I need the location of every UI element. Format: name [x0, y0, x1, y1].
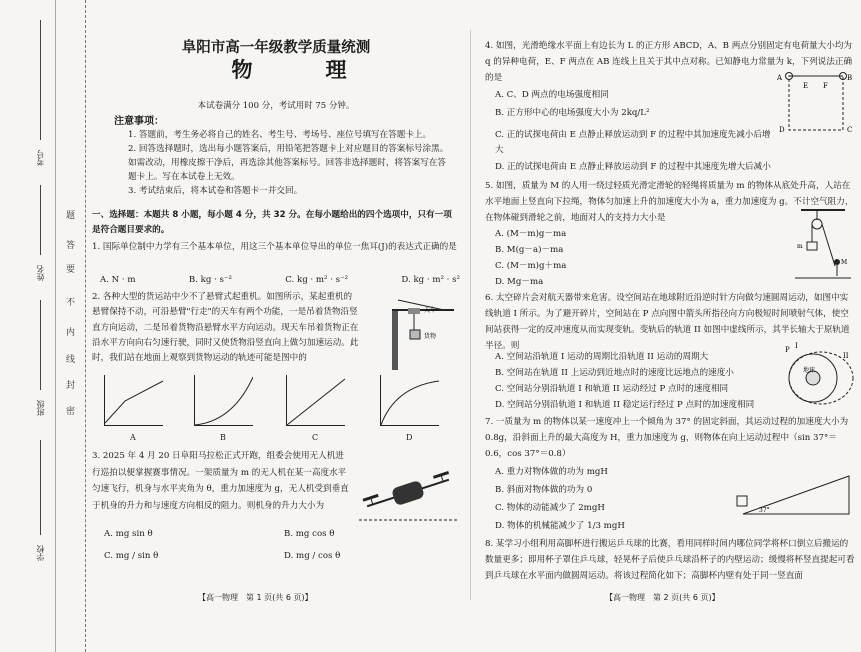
option-a[interactable]: A. (M－m)g－ma: [495, 229, 567, 239]
option-d[interactable]: D. 正的试探电荷由 E 点静止释放运动到 F 的过程中其速度先增大后减小: [495, 162, 771, 172]
footer-page-1: 【高一物理 第 1 页(共 6 页)】: [198, 593, 313, 602]
name-line: [40, 185, 41, 255]
question-1-stem: 1. 国际单位制中力学有三个基本单位，用这三个基本单位导出的单位一焦耳(J)的表达式正确的是: [92, 242, 457, 252]
question-3-stem: 3. 2025 年 4 月 20 日阜阳马拉松正式开跑，组委会使用无人机进行巡拍以便掌握赛事情况。一架质量为 m 的无人机在某一高度水平匀速飞行，机身与水平夹角为 θ，重力加速度为 g，无人机受到垂直于机身的升力和与速度方向相反的阻力。则机身的升力大小为: [92, 451, 349, 511]
option-a[interactable]: A. N · m: [100, 275, 136, 285]
graph-c-label: C: [312, 433, 319, 442]
crane-label: 天车: [424, 307, 437, 314]
option-a[interactable]: A. 重力对物体做的功为 mgH: [495, 467, 608, 477]
option-c[interactable]: C. mg / sin θ: [104, 551, 159, 561]
exam-info: 本试卷满分 100 分，考试用时 75 分钟。: [197, 101, 355, 111]
option-c[interactable]: C. (M－m)g＋ma: [495, 261, 567, 271]
earth-label: 地球: [803, 367, 816, 374]
exam-no-label: 考号: [36, 150, 45, 166]
option-d[interactable]: D. kg · m² · s²: [401, 275, 460, 285]
point-label: P: [785, 346, 790, 354]
option-d[interactable]: D. mg / cos θ: [284, 551, 341, 561]
option-b[interactable]: B. 正方形中心的电场强度大小为 2kq/L²: [495, 108, 650, 118]
class-line: [40, 300, 41, 390]
section-heading: 一、选择题：本题共 8 小题，每小题 4 分，共 32 分。在每小题给出的四个选项中，只有一项是符合题目要求的。: [92, 210, 452, 235]
seal-char: 封: [66, 381, 76, 391]
option-a[interactable]: A. mg sin θ: [104, 529, 153, 539]
seal-char: 线: [66, 355, 76, 365]
orbit-label: I: [795, 342, 798, 350]
notice-item: 2. 回答选择题时，选出每小题答案后，用铅笔把答题卡上对应题目的答案标号涂黑。如需改动，用橡皮擦干净后，再选涂其他答案标号。回答非选择题时，将答案写在答题卡上。写在本试卷上无效。: [128, 144, 449, 182]
mass-label: m: [797, 243, 803, 250]
seal-char: 题: [66, 211, 76, 221]
option-c[interactable]: C. 正的试探电荷由 E 点静止释放运动到 F 的过程中其加速度先减小后增大: [495, 130, 771, 155]
option-d[interactable]: D. Mg－ma: [495, 277, 544, 287]
option-b[interactable]: B. 空间站在轨道 II 上运动到近地点时的速度比远地点的速度小: [495, 368, 734, 378]
graph-b[interactable]: [194, 375, 253, 426]
option-c[interactable]: C. 空间站分别沿轨道 I 和轨道 II 运动经过 P 点时的速度相同: [495, 384, 729, 394]
binding-margin: [0, 0, 86, 652]
point-label: E: [803, 82, 809, 90]
subject-title: 物 理: [231, 58, 373, 82]
notice-heading: 注意事项：: [114, 116, 164, 127]
question-6-stem: 6. 太空碎片会对航天器带来危害。设空间站在地球附近沿逆时针方向做匀速圆周运动，如图中实线轨道 I 所示。为了避开碎片，空间站在 P 点向图中箭头所指径向方向极短时间喷射气体，使空间站获得一定的反冲速度从而实现变轨。变轨后的轨道 II 如图中虚线所示，其半长轴大于原轨道半径。则: [485, 293, 850, 351]
mass-label: M: [841, 259, 848, 266]
graph-c[interactable]: [286, 375, 345, 426]
drone-figure: [357, 462, 459, 524]
school-label: 学校: [36, 545, 45, 561]
crane-figure: [384, 290, 460, 370]
exam-title: 阜阳市高一年级教学质量统测: [181, 40, 371, 56]
point-label: C: [847, 126, 853, 134]
question-7-stem: 7. 一质量为 m 的物体以某一速度冲上一个倾角为 37° 的固定斜面，其运动过程的加速度大小为 0.8g，沿斜面上升的最大高度为 H，重力加速度为 g，则物体在向上运动过程中（sin 37°＝0.6，cos 37°＝0.8）: [485, 417, 849, 459]
point-label: F: [823, 82, 828, 90]
seal-char: 密: [66, 407, 76, 417]
notice-item: 3. 考试结束后，将本试卷和答题卡一并交回。: [128, 186, 303, 196]
orbit-label: II: [843, 352, 849, 360]
point-label: B: [847, 74, 853, 82]
option-c[interactable]: C. 物体的动能减少了 2mgH: [495, 503, 605, 513]
square-figure: [777, 66, 855, 136]
binding-rule: [55, 0, 56, 652]
name-label: 姓名: [36, 265, 45, 281]
graph-a[interactable]: [104, 375, 163, 426]
seal-char: 内: [66, 328, 76, 338]
point-label: D: [779, 126, 785, 134]
incline-figure: [735, 472, 853, 518]
option-d[interactable]: D. 物体的机械能减少了 1/3 mgH: [495, 521, 625, 531]
option-b[interactable]: B. kg · s⁻²: [188, 275, 232, 285]
option-d[interactable]: D. 空间站分别沿轨道 I 和轨道 II 稳定运行经过 P 点时的加速度相同: [495, 400, 755, 410]
option-a[interactable]: A. C、D 两点的电场强度相同: [495, 90, 609, 100]
class-label: 班级: [36, 400, 45, 416]
graph-d[interactable]: [380, 375, 439, 426]
option-b[interactable]: B. M(g－a)－ma: [495, 245, 564, 255]
pulley-figure: [795, 206, 851, 286]
question-8-stem: 8. 某学习小组利用高脚杯进行搬运乒乓球的比赛，看用同样时间内哪位同学将杯口倒立后搬运的数量更多；即用杯子罩住乒乓球，轻晃杯子后使乒乓球沿杯子的内壁运动；缓慢将杯竖直提起可看到乒乓球在水平面内做圆周运动。将该过程简化如下；高脚杯内壁有处于同一竖直面: [485, 539, 855, 581]
point-label: A: [777, 74, 783, 82]
orbit-figure: [777, 338, 855, 410]
exam-no-line: [40, 20, 41, 140]
graph-b-label: B: [220, 433, 226, 442]
school-line: [40, 440, 41, 535]
question-4-stem: 4. 如图，光滑绝缘水平面上有边长为 L 的正方形 ABCD，A、B 两点分别固定有电荷量大小均为 q 的异种电荷，E、F 两点在 AB 连线上且关于其中点对称。已知静电力常量为 k，下列说法正确的是: [485, 41, 853, 83]
seal-char: 不: [66, 298, 76, 308]
footer-page-2: 【高一物理 第 2 页(共 6 页)】: [605, 593, 720, 602]
option-a[interactable]: A. 空间站沿轨道 I 运动的周期比沿轨道 II 运动的周期大: [495, 352, 709, 362]
option-b[interactable]: B. 斜面对物体做的功为 0: [495, 485, 593, 495]
notice-item: 1. 答题前，考生务必将自己的姓名、考生号、考场号、座位号填写在答题卡上。: [128, 130, 432, 140]
option-b[interactable]: B. mg cos θ: [284, 529, 335, 539]
option-c[interactable]: C. kg · m² · s⁻²: [285, 275, 349, 285]
question-5-stem: 5. 如图，质量为 M 的人用一绕过轻质光滑定滑轮的轻绳将质量为 m 的物体从底处升高，人站在水平地面上竖直向下拉绳，物体匀加速上升的加速度大小为 a，重力加速度为 g。不计空气阻力，在物体碰到滑轮之前，地面对人的支持力大小是: [485, 181, 854, 223]
page-divider: [470, 30, 471, 600]
seal-char: 答: [66, 241, 76, 251]
question-1-options: [100, 272, 460, 288]
angle-label: 37°: [759, 507, 770, 514]
graph-a-label: A: [130, 433, 136, 442]
question-2-stem: 2. 各种大型的货运站中少不了悬臂式起重机。如图所示，某起重机的悬臂保持不动，可沿悬臂"行走"的天车有两个功能，一是吊着货物沿竖直方向运动，二是吊着货物沿悬臂水平方向运动。现天车吊着货物正在沿水平方向向右匀速行驶，同时又使货物沿竖直向上做匀加速运动。此时，我们站在地面上观察到货物运动的轨迹可能是图中的: [92, 292, 359, 364]
cargo-label: 货物: [424, 333, 437, 340]
graph-d-label: D: [406, 433, 413, 442]
seal-char: 要: [66, 265, 76, 275]
